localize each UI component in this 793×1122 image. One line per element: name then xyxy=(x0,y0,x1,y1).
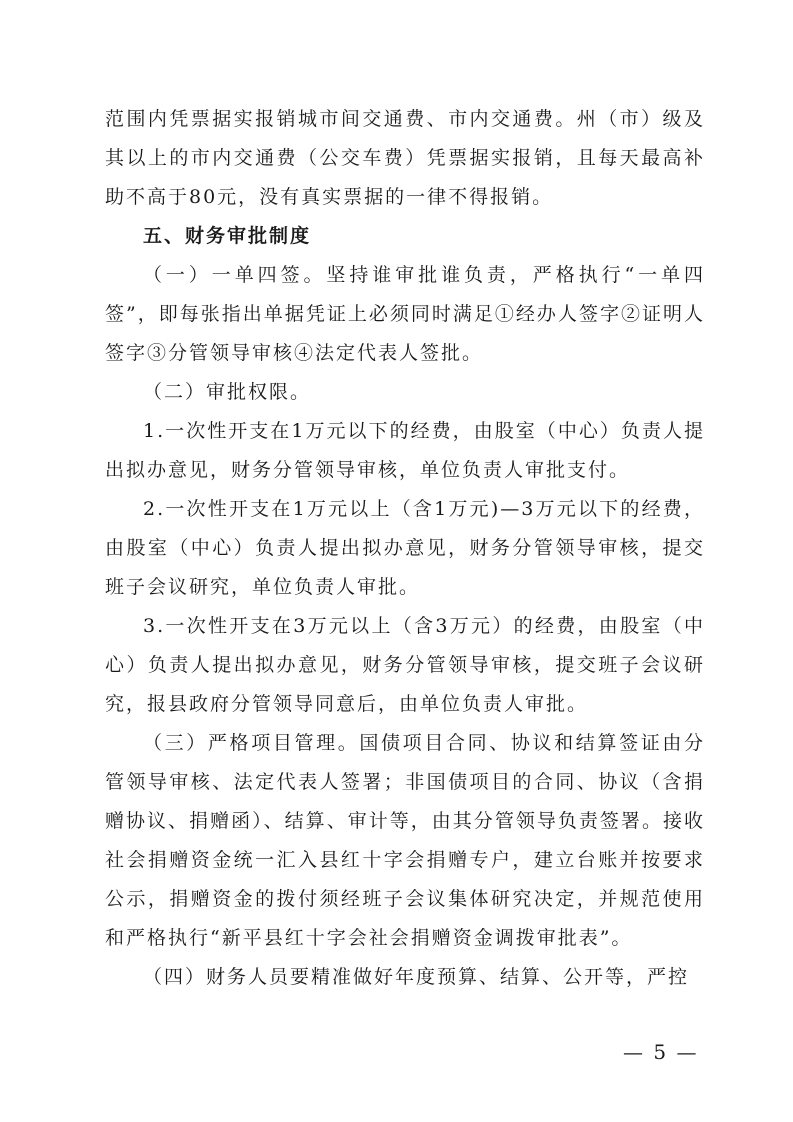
paragraph-project-management: （三）严格项目管理。国债项目合同、协议和结算签证由分管领导审核、法定代表人签署；非国债项目的合同、协议（含捐赠协议、捐赠函）、结算、审计等，由其分管领导负责签署。接收社会捐赠资金统一汇入县红十字会捐赠专户，建立台账并按要求公示，捐赠资金的拨付须经班子会议集体研究决定，并规范使用和严格执行“新平县红十字会社会捐赠资金调拨审批表”。 xyxy=(105,732,705,949)
section-heading-financial-approval: 五、财务审批制度 xyxy=(143,225,312,247)
page-number: — 5 — xyxy=(623,1040,699,1064)
paragraph-authority-item-3: 3.一次性开支在3万元以上（含3万元）的经费，由股室（中心）负责人提出拟办意见，财务分管领导审核，提交班子会议研究，报县政府分管领导同意后，由单位负责人审批。 xyxy=(105,615,705,715)
paragraph-approval-authority: （二）审批权限。 xyxy=(143,381,312,403)
paragraph-authority-item-2: 2.一次性开支在1万元以上（含1万元)—3万元以下的经费，由股室（中心）负责人提出拟办意见，财务分管领导审核，提交班子会议研究，单位负责人审批。 xyxy=(105,498,705,598)
document-body xyxy=(105,100,705,997)
paragraph-one-form-four-signatures: （一）一单四签。坚持谁审批谁负责，严格执行“一单四签”，即每张指出单据凭证上必须同时满足①经办人签字②证明人签字③分管领导审核④法定代表人签批。 xyxy=(105,264,705,364)
paragraph-transport-reimbursement: 范围内凭票据实报销城市间交通费、市内交通费。州（市）级及其以上的市内交通费（公交车费）凭票据实报销，且每天最高补助不高于80元，没有真实票据的一律不得报销。 xyxy=(105,108,705,208)
paragraph-authority-item-1: 1.一次性开支在1万元以下的经费，由股室（中心）负责人提出拟办意见，财务分管领导审核，单位负责人审批支付。 xyxy=(105,420,705,481)
paragraph-finance-staff: （四）财务人员要精准做好年度预算、结算、公开等，严控 xyxy=(143,966,690,988)
